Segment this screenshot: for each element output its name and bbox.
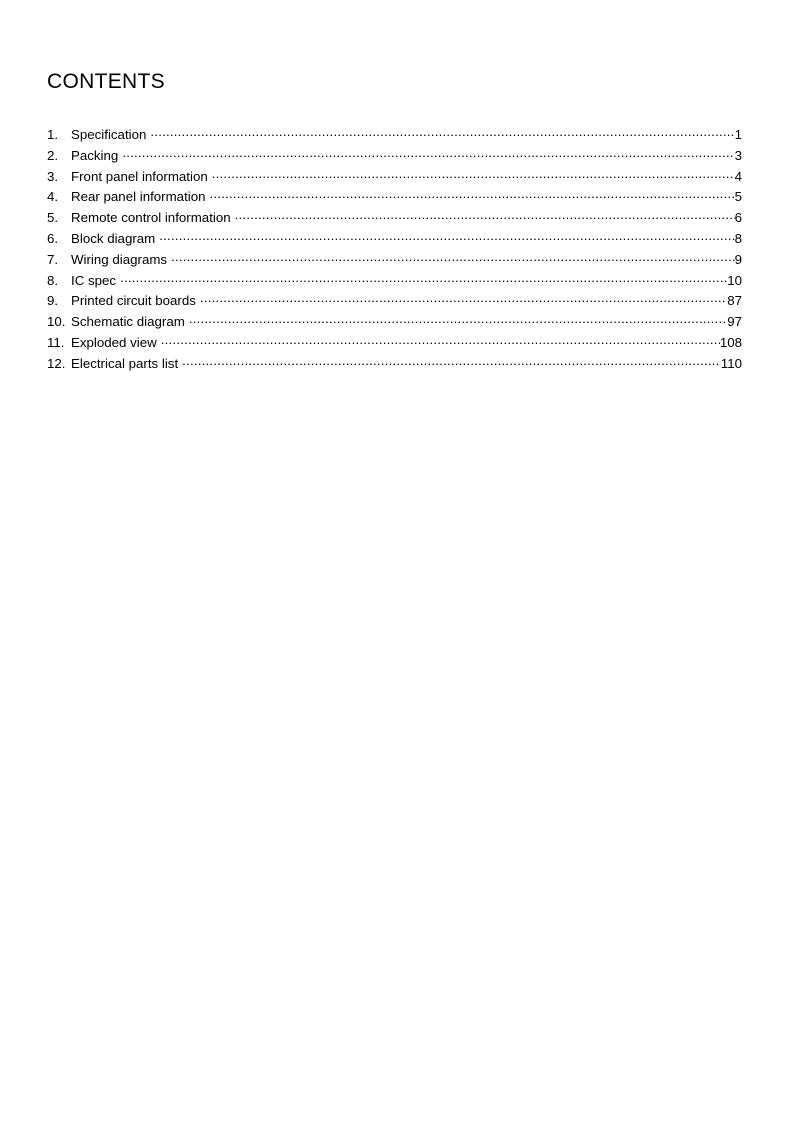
dot-leader: [182, 354, 721, 368]
toc-title: Packing: [71, 147, 119, 163]
toc-number: 6.: [47, 230, 59, 246]
toc-page-number: 4: [734, 168, 742, 184]
toc-title: Remote control information: [71, 210, 231, 226]
toc-entry[interactable]: [47, 312, 742, 333]
toc-number: 9.: [47, 293, 59, 309]
toc-page-number: 8: [734, 230, 742, 246]
toc-page-number: 87: [727, 293, 742, 309]
toc-page-number: 6: [734, 210, 742, 226]
toc-title: IC spec: [71, 272, 117, 288]
dot-leader: [159, 229, 734, 243]
dot-leader: [171, 250, 735, 264]
toc-title: Front panel information: [71, 168, 208, 184]
dot-leader: [212, 167, 735, 181]
toc-entry[interactable]: [47, 229, 742, 250]
toc-number: 2.: [47, 147, 59, 163]
toc-entry[interactable]: [47, 333, 742, 354]
toc-page-number: 9: [734, 251, 742, 267]
toc-page-number: 10: [727, 272, 742, 288]
toc-entry[interactable]: [47, 208, 742, 229]
toc-title: Block diagram: [71, 230, 156, 246]
toc-entry[interactable]: [47, 187, 742, 208]
toc-number: 7.: [47, 251, 59, 267]
dot-leader: [161, 333, 720, 347]
toc-entry[interactable]: [47, 354, 742, 375]
toc-number: 12.: [47, 355, 66, 371]
toc-number: 8.: [47, 272, 59, 288]
toc-title: Schematic diagram: [71, 314, 185, 330]
dot-leader: [200, 291, 727, 305]
dot-leader: [189, 312, 727, 326]
contents-heading: CONTENTS: [47, 70, 165, 93]
dot-leader: [210, 187, 735, 201]
toc-number: 3.: [47, 168, 59, 184]
toc-page-number: 5: [734, 189, 742, 205]
toc-entry[interactable]: [47, 125, 742, 146]
toc-title: Wiring diagrams: [71, 251, 168, 267]
toc-entry[interactable]: [47, 167, 742, 188]
toc-page-number: 3: [734, 147, 742, 163]
table-of-contents: [47, 125, 742, 375]
toc-page-number: 97: [727, 314, 742, 330]
toc-number: 5.: [47, 210, 59, 226]
toc-title: Specification: [71, 127, 147, 142]
toc-entry[interactable]: [47, 271, 742, 292]
toc-title: Exploded view: [71, 334, 157, 350]
dot-leader: [120, 271, 727, 285]
toc-number: 11.: [47, 334, 65, 350]
toc-title: Printed circuit boards: [71, 293, 196, 309]
toc-number: 4.: [47, 189, 59, 205]
toc-title: Rear panel information: [71, 189, 206, 205]
toc-number: 10.: [47, 314, 66, 330]
dot-leader: [235, 208, 735, 222]
toc-number: 1.: [47, 127, 59, 142]
dot-leader: [122, 146, 734, 160]
toc-entry[interactable]: [47, 250, 742, 271]
toc-page-number: 1: [734, 127, 742, 142]
toc-entry[interactable]: [47, 146, 742, 167]
dot-leader: [150, 125, 734, 139]
toc-page-number: 110: [720, 355, 742, 371]
toc-entry[interactable]: [47, 291, 742, 312]
toc-page-number: 108: [719, 334, 742, 350]
toc-title: Electrical parts list: [71, 355, 179, 371]
